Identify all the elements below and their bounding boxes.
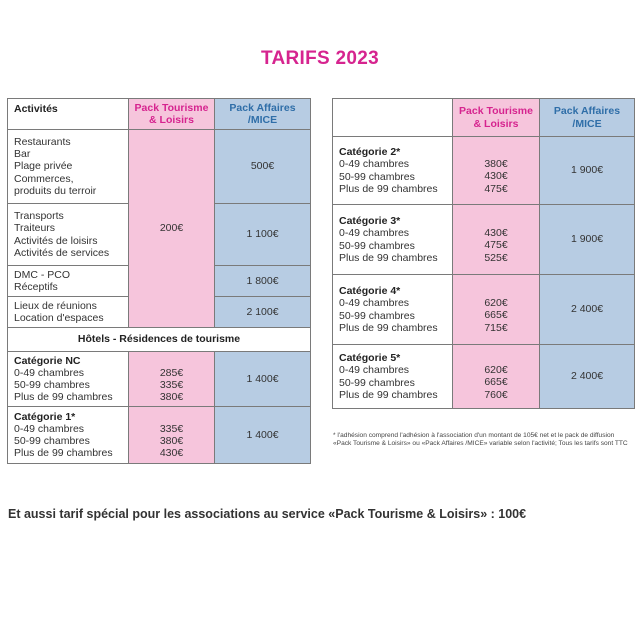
affaires-price: 2 100€	[215, 297, 311, 328]
header-pack-affaires: Pack Affaires /MICE	[215, 99, 311, 130]
header-empty	[333, 99, 453, 137]
header-activites: Activités	[8, 99, 129, 130]
header-pack-affaires: Pack Affaires /MICE	[540, 99, 635, 137]
footnote: * l'adhésion comprend l'adhésion à l'association d'un montant de 105€ net et le pack de diffusion «Pack Tourisme & Loisirs» ou «Pack Affaires /MICE» variable selon l'activité; Tous les tarifs sont TTC	[333, 432, 628, 448]
tourisme-shared-price: 200€	[129, 130, 215, 328]
hotel-category-nc: Catégorie NC 0-49 chambres 50-99 chambres Plus de 99 chambres	[8, 352, 129, 407]
right-pricing-table	[332, 98, 635, 409]
affaires-price: 1 100€	[215, 204, 311, 266]
hotel-category-4: Catégorie 4* 0-49 chambres 50-99 chambres Plus de 99 chambres	[333, 275, 453, 345]
header-pack-tourisme: Pack Tourisme & Loisirs	[129, 99, 215, 130]
affaires-price: 1 900€	[540, 205, 635, 275]
activity-group-lieux: Lieux de réunions Location d'espaces	[8, 297, 129, 328]
tourisme-prices: 285€ 335€ 380€	[129, 352, 215, 407]
affaires-price: 500€	[215, 130, 311, 204]
page-title: TARIFS 2023	[260, 48, 380, 69]
special-offer: Et aussi tarif spécial pour les associations au service «Pack Tourisme & Loisirs» : 100€	[8, 507, 527, 521]
tourisme-prices: 380€ 430€ 475€	[453, 137, 540, 205]
tourisme-prices: 430€ 475€ 525€	[453, 205, 540, 275]
activity-group-transports: Transports Traiteurs Activités de loisirs Activités de services	[8, 204, 129, 266]
header-pack-tourisme: Pack Tourisme & Loisirs	[453, 99, 540, 137]
hotel-category-2: Catégorie 2* 0-49 chambres 50-99 chambres Plus de 99 chambres	[333, 137, 453, 205]
hotel-category-5: Catégorie 5* 0-49 chambres 50-99 chambres Plus de 99 chambres	[333, 345, 453, 409]
hotel-category-1: Catégorie 1* 0-49 chambres 50-99 chambres Plus de 99 chambres	[8, 407, 129, 464]
affaires-price: 1 800€	[215, 266, 311, 297]
tourisme-prices: 620€ 665€ 760€	[453, 345, 540, 409]
tourisme-prices: 620€ 665€ 715€	[453, 275, 540, 345]
section-title-hotels: Hôtels - Résidences de tourisme	[8, 328, 311, 352]
affaires-price: 1 900€	[540, 137, 635, 205]
tourisme-prices: 335€ 380€ 430€	[129, 407, 215, 464]
affaires-price: 2 400€	[540, 345, 635, 409]
left-pricing-table	[7, 98, 311, 464]
hotel-category-3: Catégorie 3* 0-49 chambres 50-99 chambres Plus de 99 chambres	[333, 205, 453, 275]
affaires-price: 2 400€	[540, 275, 635, 345]
activity-group-restaurants: Restaurants Bar Plage privée Commerces, produits du terroir	[8, 130, 129, 204]
affaires-price: 1 400€	[215, 352, 311, 407]
activity-group-dmc: DMC - PCO Réceptifs	[8, 266, 129, 297]
affaires-price: 1 400€	[215, 407, 311, 464]
